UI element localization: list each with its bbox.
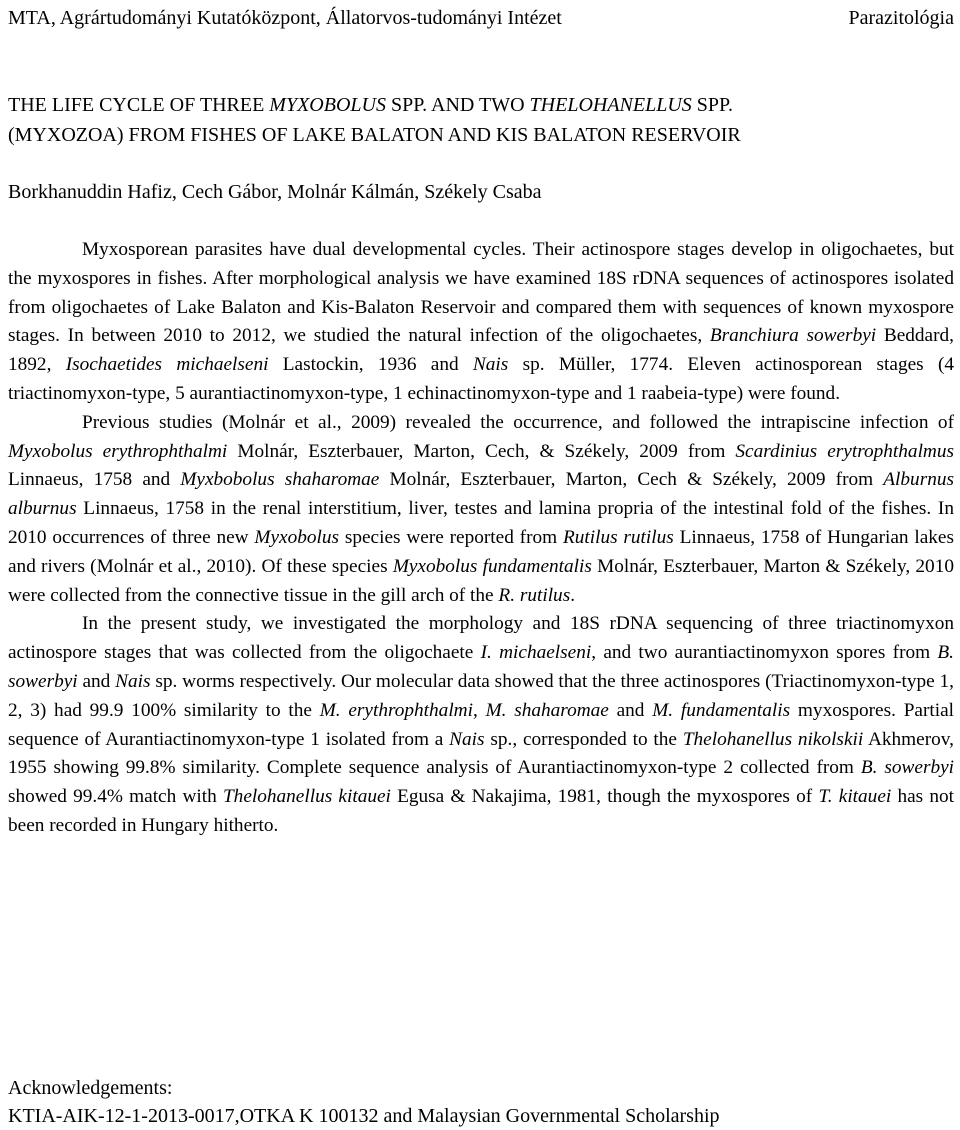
paragraph-text: Akhmerov, 1955 showing 99.8% similarity. Complete sequence analysis of Aurantiactinomyxon-type 2 collected from: [8, 728, 954, 779]
paragraph-text: Beddard, 1892,: [8, 325, 954, 376]
paragraph-text: Molnár, Eszterbauer, Marton, Cech & Székely, 2009 from: [379, 469, 884, 491]
title-genus: MYXOBOLUS: [269, 94, 386, 116]
taxon-name: R. rutilus: [498, 584, 571, 606]
paragraph-text: sp. worms respectively. Our molecular data showed that the three actinospores (Triactinomyxon-type 1, 2, 3) had 99.9 100% similarity to the: [8, 670, 955, 721]
taxon-name: B. sowerbyi: [8, 642, 955, 692]
taxon-name: Nais: [472, 354, 509, 376]
paragraph-2: [8, 409, 954, 611]
title-text: THE LIFE CYCLE OF THREE: [8, 94, 270, 116]
paragraph-text: and: [608, 699, 653, 721]
paragraph-text: sp., corresponded to the: [484, 728, 683, 750]
title-line-1: [8, 90, 956, 120]
title-line-2: (MYXOZOA) FROM FISHES OF LAKE BALATON AND KIS BALATON RESERVOIR: [8, 124, 741, 146]
taxon-name: I. michaelseni: [480, 642, 592, 664]
paragraph-text: In the present study, we investigated the morphology and 18S rDNA sequencing of three triactinomyxon actinospore stages that was collected from the oligochaete: [8, 613, 954, 664]
taxon-name: Nais: [115, 670, 151, 692]
abstract-body: [8, 236, 954, 841]
taxon-name: Scardinius erytrophthalmus: [735, 440, 954, 462]
author-list: Borkhanuddin Hafiz, Cech Gábor, Molnár Kálmán, Székely Csaba: [8, 181, 542, 203]
acknowledgements: [8, 1074, 720, 1130]
title-genus: THELOHANELLUS: [529, 94, 692, 116]
title-text: SPP. AND TWO: [385, 94, 530, 116]
taxon-name: Thelohanellus kitauei: [222, 786, 391, 808]
paragraph-text: ,: [472, 699, 486, 721]
page-header: [8, 6, 954, 30]
institution-name: MTA, Agrártudományi Kutatóközpont, Állatorvos-tudományi Intézet: [8, 7, 562, 29]
taxon-name: Myxobolus erythrophthalmi: [8, 440, 228, 462]
paragraph-text: Lastockin, 1936 and: [268, 354, 473, 376]
title-text: SPP.: [691, 94, 733, 116]
paragraph-text: Linnaeus, 1758 and: [8, 469, 181, 491]
taxon-name: Branchiura sowerbyi: [709, 325, 877, 347]
taxon-name: M. shaharomae: [485, 699, 609, 721]
section-name: Parazitológia: [848, 7, 954, 29]
paragraph-text: species were reported from: [339, 526, 563, 548]
acknowledgements-heading: Acknowledgements:: [8, 1077, 173, 1099]
paragraph-text: .: [570, 584, 576, 606]
paragraph-text: has not been recorded in Hungary hitherto.: [8, 786, 954, 836]
taxon-name: Alburnus alburnus: [8, 469, 954, 520]
paragraph-text: showed 99.4% match with: [8, 786, 223, 808]
paragraph-3: [8, 610, 954, 840]
taxon-name: Nais: [449, 728, 485, 750]
paragraph-text: myxospores. Partial sequence of Aurantiactinomyxon-type 1 isolated from a: [8, 699, 955, 750]
paragraph-text: , and two aurantiactinomyxon spores from: [591, 642, 938, 664]
taxon-name: Myxobolus: [254, 526, 340, 548]
taxon-name: Myxobolus fundamentalis: [392, 555, 592, 577]
taxon-name: Myxbobolus shaharomae: [180, 469, 380, 491]
paragraph-text: and: [77, 670, 116, 692]
paragraph-text: Linnaeus, 1758 of Hungarian lakes and rivers (Molnár et al., 2010). Of these species: [8, 526, 954, 577]
paragraph-1: [8, 236, 954, 409]
taxon-name: Isochaetides michaelseni: [65, 354, 269, 376]
taxon-name: M. erythrophthalmi: [319, 699, 473, 721]
paragraph-text: Egusa & Nakajima, 1981, though the myxospores of: [390, 786, 819, 808]
acknowledgements-text: KTIA-AIK-12-1-2013-0017,OTKA K 100132 and Malaysian Governmental Scholarship: [8, 1105, 720, 1127]
paragraph-text: sp. Müller, 1774. Eleven actinosporean stages (4 triactinomyxon-type, 5 aurantiactinomyxon-type, 1 echinactinomyxon-type and 1 raabeia-type) were found.: [8, 354, 955, 404]
taxon-name: B. sowerbyi: [860, 757, 954, 779]
paragraph-text: Molnár, Eszterbauer, Marton & Székely, 2010 were collected from the connective tissue in the gill arch of the: [8, 555, 954, 606]
taxon-name: T. kitauei: [818, 786, 892, 808]
paper-title: [8, 90, 956, 150]
paragraph-text: Linnaeus, 1758 in the renal interstitium, liver, testes and lamina propria of the intestinal fold of the fishes. In 2010 occurrences of three new: [8, 498, 954, 548]
taxon-name: Rutilus rutilus: [562, 526, 674, 548]
taxon-name: Thelohanellus nikolskii: [682, 728, 864, 750]
paragraph-text: Previous studies (Molnár et al., 2009) revealed the occurrence, and followed the intrapiscine infection of: [82, 411, 954, 433]
paragraph-text: Myxosporean parasites have dual developmental cycles. Their actinospore stages develop in oligochaetes, but the myxospores in fishes. After morphological analysis we have examined 18S rDNA sequences of actinospores isolated from oligochaetes of Lake Balaton and Kis-Balaton Reservoir and compared them with sequences of known myxospore stages. In between 2010 to 2012, we studied the natural infection of the oligochaetes,: [8, 239, 954, 347]
paragraph-text: Molnár, Eszterbauer, Marton, Cech, & Székely, 2009 from: [227, 440, 736, 462]
taxon-name: M. fundamentalis: [652, 699, 791, 721]
